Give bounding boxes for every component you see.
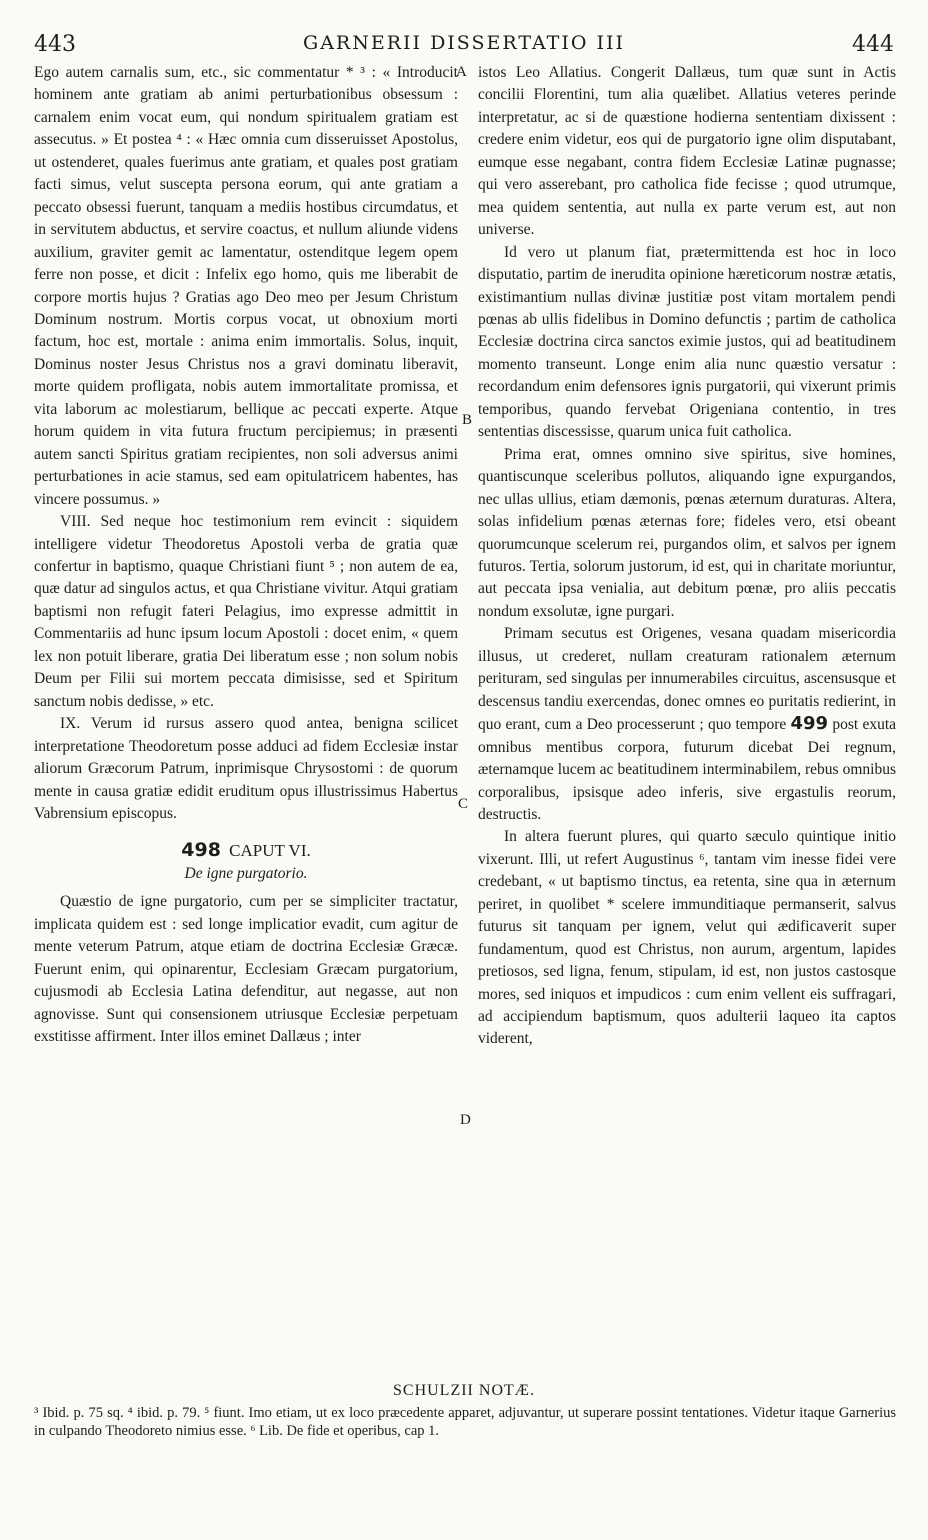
right-column	[478, 62, 896, 1051]
right-paragraph-5: In altera fuerunt plures, qui quarto sæculo quintique initio vixerunt. Illi, ut refert Augustinus ⁶, tantam vim inesse fidei vere credebant, « ut baptismo tinctus, ea retenta, sine qua in æternum periret, in quolibet * scelere immunditiaque permanserit, salvus futurus sit tanquam per ignem, velut qui ædificaverit super fundamentum, quod est Christus, non aurum, argentum, lapides pretiosos, sed ligna, fenum, stipulam, id est, non justos castosque mores, sed iniquos et impudicos : cum enim vellent eis suffragari, ad accipiendum baptismum, quos adulterii laqueo ita captos viderent,	[478, 828, 896, 1048]
left-column	[34, 62, 458, 1048]
left-paragraph-4: Quæstio de igne purgatorio, cum per se simpliciter tractatur, implicata quidem est : sed longe implicatior evadit, cum agitur de mente veterum Patrum, atque etiam de doctrina Ecclesiæ Græcæ. Fuerunt enim, qui opinarentur, Ecclesiam Græcam purgatorium, cujusmodi ab Ecclesia Latina defenditur, aut negasse, aut non agnovisse. Sunt qui consensionem utriusque Ecclesiæ perpetuam exstitisse affirment. Inter illos eminet Dallæus ; inter	[34, 893, 458, 1046]
left-paragraph-3: IX. Verum id rursus assero quod antea, benigna scilicet interpretatione Theodoretum posse adduci ad fidem Ecclesiæ instar aliorum Græcorum Patrum, inprimisque Chrysostomi : de quorum mente in causa gratiæ edidit eruditum opus illustrissimus Habertus Vabrensium episcopus.	[34, 715, 458, 822]
right-paragraph-4-part-b: post exuta omnibus mentibus corpora, futurum dicebat Dei regnum, æternamque lucem ac beatitudinem interminabilem, rebus omnibus corporalibus, ipsisque adeo inferis, sive ergastulis reorum, destructis.	[478, 716, 897, 823]
page-number-right: 444	[852, 32, 894, 57]
right-paragraph-1: istos Leo Allatius. Congerit Dallæus, tum quæ sunt in Actis concilii Florentini, tum alia quælibet. Allatius veteres perinde interpretatur, ac si de quæstione hodierna sententiam dixissent : credere enim videtur, eos qui de purgatorio igne olim disputabant, eumque esse negabant, contra fidem Ecclesiæ Latinæ pugnasse; qui vero asserebant, pro catholica fide fecisse ; quod utrumque, mea quidem sententia, aut nulla ex parte verum est, aut non universe.	[478, 64, 896, 239]
right-paragraph-2: Id vero ut planum fiat, prætermittenda est hoc in loco disputatio, partim de inerudita opinione hæreticorum nostræ ætatis, existimantium nullas divinæ justitiæ post vitam mortalem pendi pœnas ab ullis fidelibus in Domino defunctis ; partim de catholica Ecclesiæ doctrina circa sanctos eximie justos, qui ad beatitudinem momento transeunt. Longe enim alia nunc quæstio versatur : recordandum enim defensores ignis purgatorii, qui vixerunt primis temporibus, quando fervebat Origeniana contentio, in tres sententias discessisse, quarum unica fuit catholica.	[478, 243, 896, 441]
chapter-title: CAPUT VI.	[229, 841, 311, 861]
running-title: GARNERII DISSERTATIO III	[303, 32, 625, 54]
chapter-heading	[34, 839, 458, 862]
right-paragraph-3: Prima erat, omnes omnino sive spiritus, sive homines, quantiscunque sceleribus pollutos, aliquando igne expurgandos, nec ullas ullius, etiam dæmonis, pœnas æternum duraturas. Altera, solas infidelium pœnas æternas fore; fideles vero, etsi obeant quorumcunque scelerum rei, purgandos olim, et salvos per ignem futuros. Tertia, solorum justorum, id est, qui in charitate moriuntur, aut peccata ipsa venialia, aut debitum pœnæ, pro aliis peccatis nondum exsolutæ, igne purgari.	[478, 445, 896, 620]
chapter-margin-number: 498	[181, 839, 221, 862]
margin-letter-b: B	[462, 412, 473, 428]
right-paragraph-4-part-a: Primam secutus est Origenes, vesana quadam misericordia illusus, ut crederet, nullam creaturam rationalem æternum perituram, sed singulas per innumerabiles circuitus, ascensusque et descensus tandiu exercendas, donec omnes eo puritatis redierint, in quo erant, cum a Deo processerunt ; quo tempore	[478, 625, 896, 734]
left-paragraph-1: Ego autem carnalis sum, etc., sic commentatur * ³ : « Introducit hominem ante gratiam ab animi perturbationibus obsessum : carnalem enim vocat eum, qui nondum spiritualem gratiam est assecutus. » Et postea ⁴ : « Hæc omnia cum disseruisset Apostolus, ut ostenderet, quales fuerimus ante gratiam, et quales post gratiam facti simus, velut suscepta persona eorum, qui ante gratiam a peccato obsessi fuerunt, tanquam a mediis hostibus circumdatus, et in servitutem abductus, et servire coactus, et nullum aliunde videns auxilium, graviter gemit ac lamentatur, ostenditque legem opem ferre non posse, et dicit : Infelix ego homo, quis me liberabit de corpore mortis hujus ? Gratias ago Deo meo per Jesum Christum Dominum nostrum. Mortis corpus vocat, ut obnoxium morti factum, hoc est, mortale : anima enim immortalis. Solus, inquit, Dominus noster Jesus Christus nos a gravi dominatu liberavit, morte quidem profligata, nobis autem immortalitate promissa, et vita laborum ac molestiarum, bellique ac peccati experte. Atque horum quidem in vita futura fructum percipiemus; in præsenti autem sancti Spiritus gratiam recipientes, non soli adversus animi perturbationes in acie stamus, sed eam opitulatricem habentes, has vincere possumus. »	[34, 64, 458, 508]
notes-title: SCHULZII NOTÆ.	[393, 1382, 535, 1399]
margin-letter-c: C	[458, 796, 469, 812]
right-paragraph-4	[478, 623, 896, 826]
margin-letter-a: A	[456, 64, 467, 80]
margin-letter-d: D	[460, 1112, 471, 1128]
page-number-left: 443	[34, 32, 76, 57]
page-header	[34, 32, 894, 56]
footnotes-text: ³ Ibid. p. 75 sq. ⁴ ibid. p. 79. ⁵ fiunt. Imo etiam, ut ex loco præcedente apparet, adjuvantur, ut superare possint tentationes. Videtur itaque Garnerius in culpando Theodoreto nimius esse. ⁶ Lib. De fide et operibus, cap 1.	[34, 1405, 896, 1439]
footnotes	[34, 1404, 896, 1440]
inline-page-number: 499	[790, 713, 829, 735]
left-paragraph-2: VIII. Sed neque hoc testimonium rem evincit : siquidem intelligere videtur Theodoretus Apostoli verba de gratia quæ confertur in baptismo, quaque Christiani fiunt ⁵ ; non autem de ea, quæ datur ad singulos actus, et qua Christiane vivitur. Atqui gratiam baptismi non refugit fateri Pelagius, imo expresse admittit in Commentariis ad hunc ipsum locum Apostoli : docet enim, « quem lex non potuit liberare, gratia Dei liberatum esse ; non solum nobis Deum per Filii sui mortem peccata dimisisse, sed et Spiritum sanctum nobis dedisse, » etc.	[34, 513, 458, 710]
chapter-subtitle: De igne purgatorio.	[184, 864, 308, 882]
